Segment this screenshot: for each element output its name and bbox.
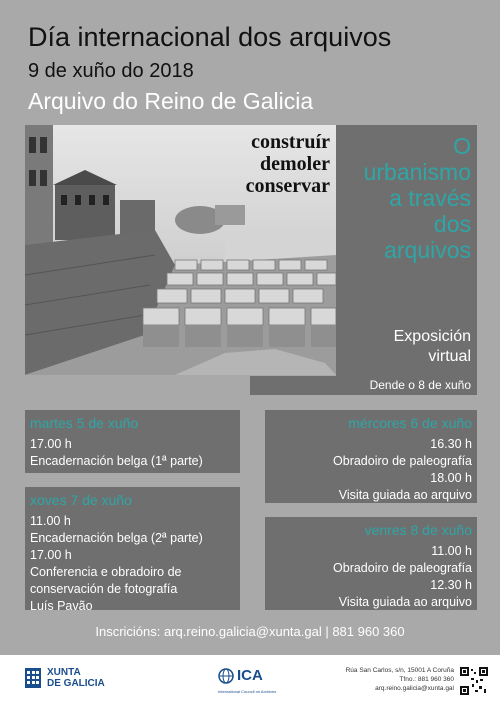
xunta-line: DE GALICIA — [47, 678, 105, 689]
exhibition-start-date: Dende o 8 de xuño — [369, 378, 471, 392]
event-day: martes 5 de xuño — [30, 415, 139, 431]
word-build: construír — [251, 131, 330, 153]
event-box-wednesday — [265, 410, 477, 503]
event-day: venres 8 de xuño — [364, 522, 472, 538]
xunta-line: XUNTA — [47, 667, 81, 678]
word-demolish: demoler — [260, 153, 330, 175]
ica-subtitle: International Council on Archives — [218, 689, 277, 694]
word-conserve: conservar — [245, 175, 330, 197]
exhibition-title-line: a través — [389, 185, 471, 211]
event-line: 12.30 h — [430, 578, 472, 592]
venue-name: Arquivo do Reino de Galicia — [28, 88, 314, 114]
event-line: Encadernación belga (1ª parte) — [30, 454, 203, 468]
event-box-friday — [265, 517, 477, 610]
address-line: Rúa San Carlos, s/n, 15001 A Coruña — [345, 667, 454, 674]
event-line: 11.00 h — [431, 544, 472, 558]
event-line: 11.00 h — [30, 514, 71, 528]
event-date: 9 de xuño do 2018 — [28, 60, 194, 82]
event-box-tuesday — [25, 410, 240, 473]
event-line: 17.00 h — [30, 437, 72, 451]
exhibition-type-line: Exposición — [393, 328, 471, 345]
event-line: 17.00 h — [30, 548, 72, 562]
event-line: 18.00 h — [430, 471, 472, 485]
event-line: Visita guiada ao arquivo — [338, 595, 472, 609]
registration-info: Inscricións: arq.reino.galicia@xunta.gal | 881 960 360 — [95, 624, 405, 639]
event-line: Obradoiro de paleografía — [333, 561, 472, 575]
exhibition-title-line: dos — [433, 211, 471, 237]
address-block — [346, 666, 454, 693]
exhibition-type — [394, 327, 471, 367]
address-line: Tfno.: 881 960 360 — [399, 676, 454, 683]
exhibition-title-line: O — [453, 133, 471, 159]
event-line: Encadernación belga (2ª parte) — [30, 531, 203, 545]
event-line: Conferencia e obradoiro de — [30, 565, 182, 579]
exhibition-type-line: virtual — [428, 348, 471, 365]
event-day: mércores 6 de xuño — [348, 415, 472, 431]
exhibition-title — [364, 133, 471, 263]
event-line: Obradoiro de paleografía — [333, 454, 472, 468]
exhibition-start-bar — [250, 376, 477, 395]
event-line: 16.30 h — [430, 437, 472, 451]
exhibition-title-line: urbanismo — [363, 159, 471, 185]
ica-logo — [218, 667, 263, 684]
exhibition-panel — [336, 125, 477, 395]
event-line: conservación de fotografía — [30, 582, 178, 596]
event-box-thursday — [25, 487, 240, 613]
xunta-logo — [24, 667, 105, 689]
event-line: Visita guiada ao arquivo — [338, 488, 472, 502]
page-title: Día internacional dos arquivos — [28, 22, 392, 52]
xunta-emblem-icon — [24, 667, 42, 689]
exhibition-title-line: arquivos — [384, 237, 471, 263]
event-line: Luís Pavão — [30, 599, 93, 613]
ica-name: ICA — [237, 667, 263, 684]
photo-caption-words — [246, 131, 330, 197]
ica-globe-icon — [218, 668, 234, 684]
event-day: xoves 7 de xuño — [30, 492, 132, 508]
footer — [0, 655, 500, 707]
historic-photo — [25, 125, 336, 375]
address-line: arq.reino.galicia@xunta.gal — [375, 685, 454, 692]
qr-code-icon[interactable] — [460, 667, 488, 695]
